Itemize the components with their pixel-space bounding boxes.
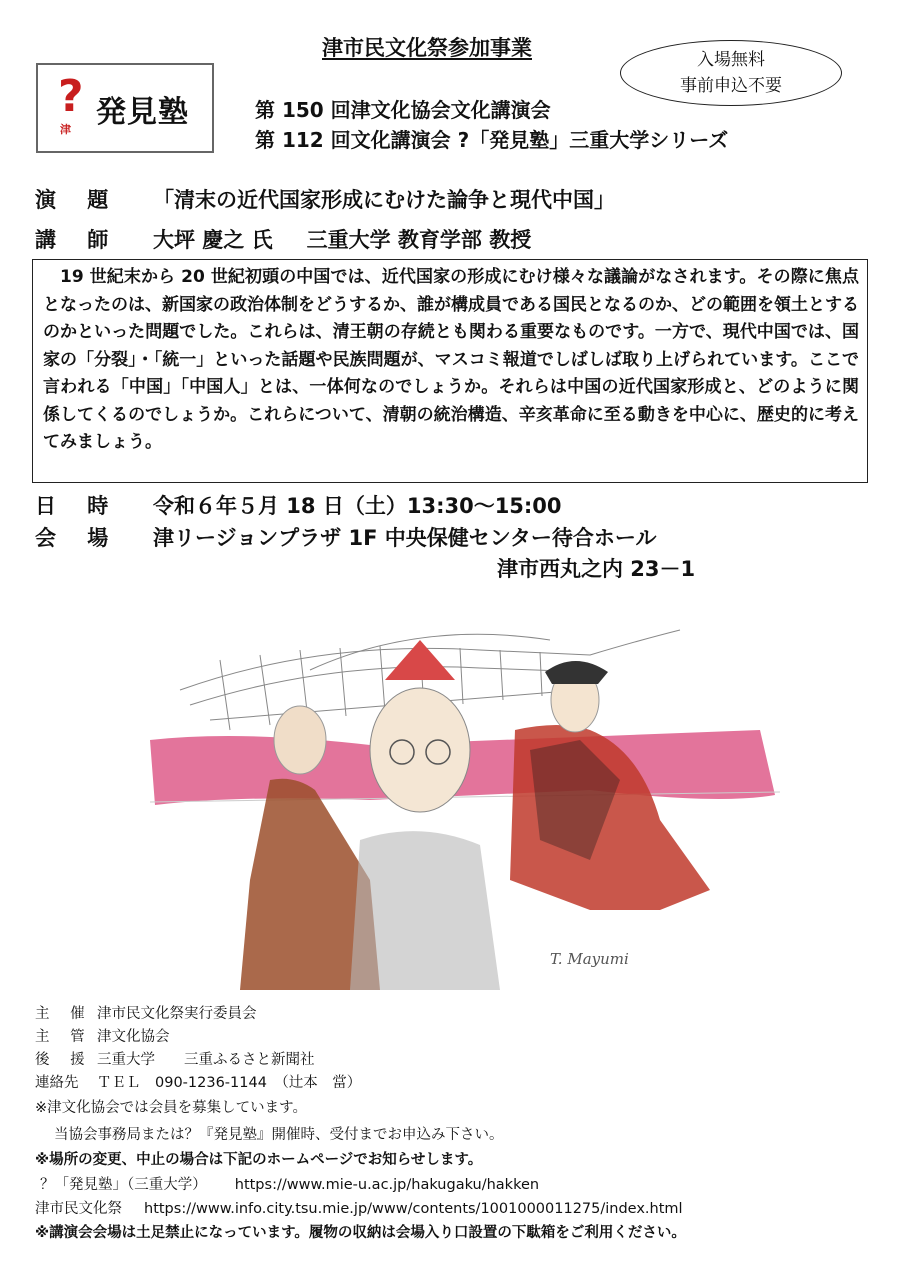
organizer-support-row bbox=[35, 1049, 315, 1071]
date-value: 令和６年５月 18 日（土）13:30～15:00 bbox=[153, 494, 562, 518]
topic-label: 演 題 bbox=[35, 188, 121, 212]
event-title-1: 第 150 回津文化協会文化講演会 bbox=[255, 98, 551, 122]
venue-row bbox=[35, 522, 656, 552]
topic-value: 「清末の近代国家形成にむけた論争と現代中国」 bbox=[153, 188, 615, 212]
center-figure-hat bbox=[385, 640, 455, 680]
venue-label: 会 場 bbox=[35, 526, 121, 550]
change-notice: ※場所の変更、中止の場合は下記のホームページでお知らせします。 bbox=[35, 1152, 483, 1168]
watercolor-illustration bbox=[120, 580, 810, 1000]
right-figure-hair bbox=[545, 661, 608, 684]
contact-row bbox=[35, 1072, 361, 1094]
festival-link[interactable]: https://www.info.city.tsu.mie.jp/www/contents/1001000011275/index.html bbox=[144, 1201, 683, 1217]
badge-free-admission: 入場無料 bbox=[697, 50, 765, 70]
lecturer-row bbox=[35, 224, 531, 254]
center-figure-body bbox=[350, 831, 500, 990]
lecturer-label: 講 師 bbox=[35, 228, 121, 252]
center-figure-head bbox=[370, 688, 470, 812]
venue-value: 津リージョンプラザ 1F 中央保健センター待合ホール bbox=[153, 526, 657, 550]
hakkenjuku-link-label: ？「発見塾」（三重大学） bbox=[40, 1177, 207, 1193]
event-title-2: 第 112 回文化講演会 ?「発見塾」三重大学シリーズ bbox=[255, 128, 729, 152]
left-figure-head bbox=[274, 706, 326, 774]
badge-no-registration: 事前申込不要 bbox=[680, 76, 782, 96]
festival-link-row bbox=[35, 1198, 683, 1220]
organizer-manage-row bbox=[35, 1026, 170, 1048]
hakkenjuku-link[interactable]: https://www.mie-u.ac.jp/hakugaku/hakken bbox=[234, 1177, 540, 1193]
host-label: 主 催 bbox=[35, 1006, 93, 1022]
logo-small-text: 津 bbox=[60, 123, 71, 136]
host-value: 津市民文化祭実行委員会 bbox=[97, 1006, 257, 1022]
hakkenjuku-logo bbox=[36, 63, 214, 153]
question-mark-icon: ? bbox=[58, 71, 84, 122]
shoes-notice: ※講演会会場は土足禁止になっています。履物の収納は会場入り口設置の下駄箱をご利用ください。 bbox=[35, 1225, 686, 1241]
venue-address: 津市西丸之内 23－1 bbox=[497, 557, 696, 581]
hakkenjuku-link-row bbox=[40, 1174, 539, 1196]
date-label: 日 時 bbox=[35, 494, 121, 518]
support-label: 後 援 bbox=[35, 1052, 93, 1068]
lecturer-name: 大坪 慶之 氏 bbox=[153, 228, 273, 252]
contact-value: ＴＥＬ 090-1236-1144 （辻本 當） bbox=[97, 1075, 362, 1091]
support-value: 三重大学 三重ふるさと新聞社 bbox=[97, 1052, 315, 1068]
event-category: 津市民文化祭参加事業 bbox=[322, 36, 532, 60]
logo-text: 発見塾 bbox=[96, 95, 189, 130]
manage-label: 主 管 bbox=[35, 1029, 93, 1045]
organizer-host-row bbox=[35, 1003, 257, 1025]
lecturer-affiliation: 三重大学 教育学部 教授 bbox=[306, 228, 532, 252]
artist-signature: T. Mayumi bbox=[550, 950, 629, 968]
festival-link-label: 津市民文化祭 bbox=[35, 1201, 122, 1217]
topic-row bbox=[35, 184, 615, 214]
membership-note-2: 当協会事務局または？『発見塾』開催時、受付までお申込み下さい。 bbox=[54, 1127, 504, 1143]
contact-label: 連絡先 bbox=[35, 1075, 79, 1091]
event-titles bbox=[255, 95, 728, 155]
date-row bbox=[35, 490, 562, 520]
lecture-abstract: 19 世紀末から 20 世紀初頭の中国では、近代国家の形成にむけ様々な議論がなされます。その際に焦点となったのは、新国家の政治体制をどうするか、誰が構成員である国民となるのか、どの範囲を領土とするのかといった問題でした。これらは、清王朝の存続とも関わる重要なものです。一方で、現代中国では、国家の「分裂」・「統一」といった話題や民族問題が、マスコミ報道でしばしば取り上げられています。ここで言われる「中国」「中国人」とは、一体何なのでしょうか。それらは中国の近代国家形成と、どのように関係してくるのでしょうか。これらについて、清朝の統治構造、辛亥革命に至る動きを中心に、歴史的に考えてみましょう。 bbox=[32, 259, 868, 483]
manage-value: 津文化協会 bbox=[97, 1029, 170, 1045]
membership-note: ※津文化協会では会員を募集しています。 bbox=[35, 1100, 307, 1116]
